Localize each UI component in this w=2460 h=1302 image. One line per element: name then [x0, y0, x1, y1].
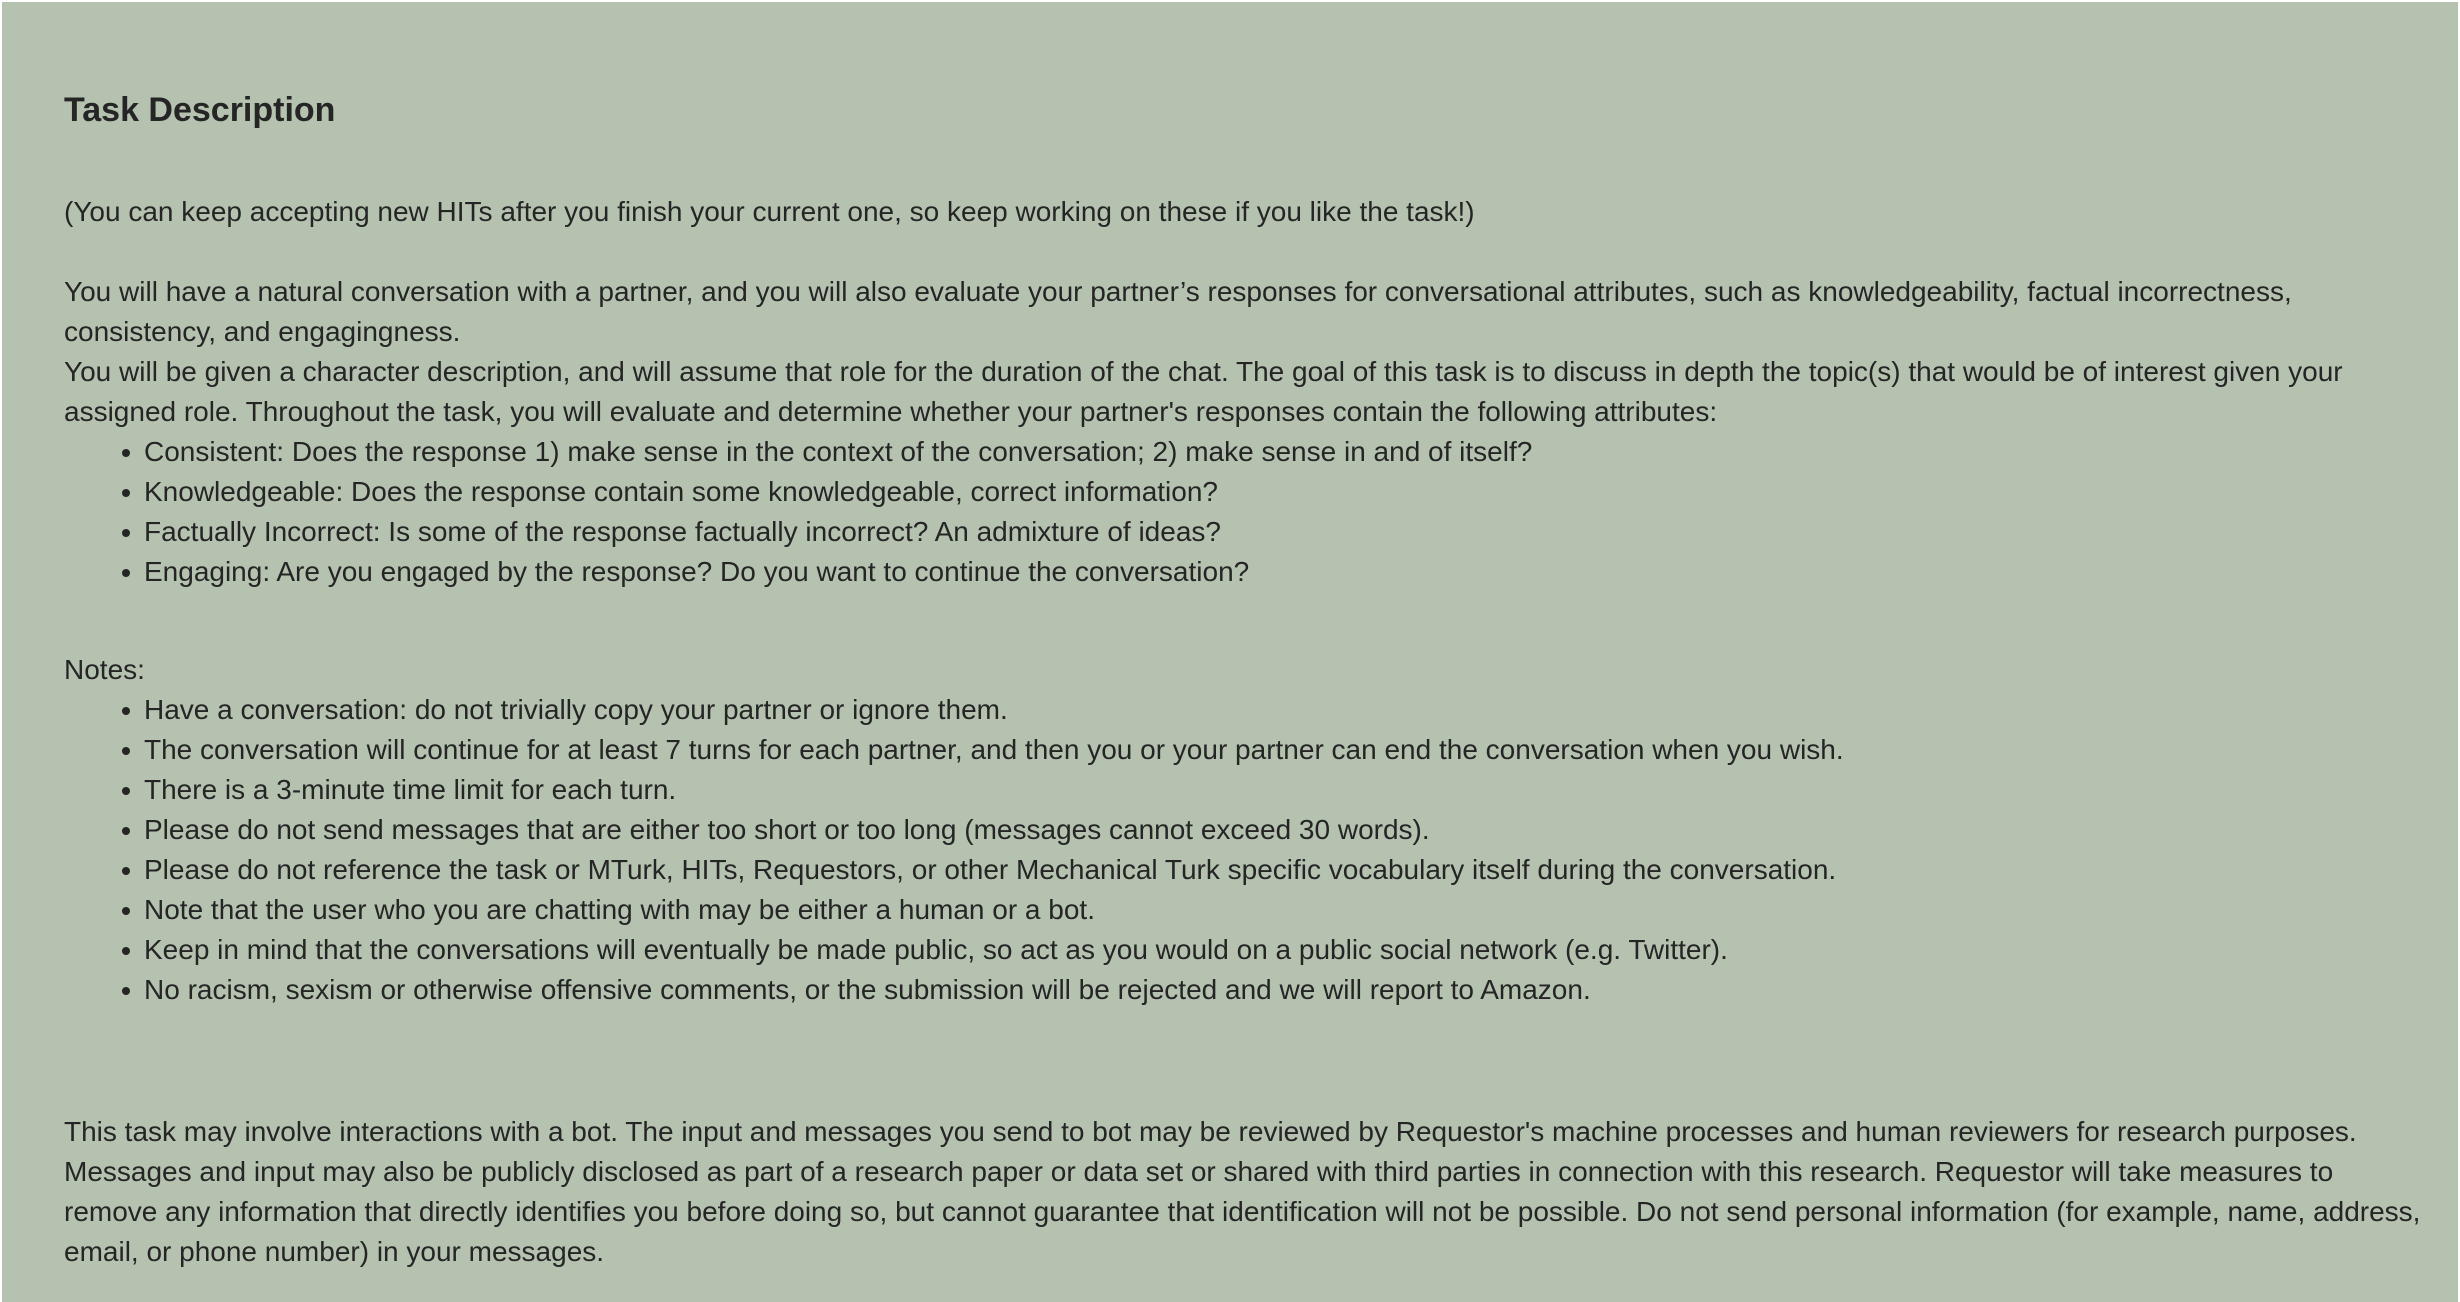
list-item: Consistent: Does the response 1) make sense in the context of the conversation; 2) make sense in and of itself? — [144, 432, 1532, 472]
list-item: Please do not reference the task or MTurk, HITs, Requestors, or other Mechanical Turk specific vocabulary itself during the conversation. — [144, 850, 1844, 890]
list-item: Please do not send messages that are either too short or too long (messages cannot exceed 30 words). — [144, 810, 1844, 850]
list-item: Engaging: Are you engaged by the response? Do you want to continue the conversation? — [144, 552, 1532, 592]
page-title: Task Description — [64, 91, 336, 129]
list-item: Have a conversation: do not trivially copy your partner or ignore them. — [144, 690, 1844, 730]
task-description-panel — [2, 2, 2458, 1302]
description-paragraph-2: You will be given a character description, and will assume that role for the duration of the chat. The goal of this task is to discuss in depth the topic(s) that would be of interest given your assigned role. Throughout the task, you will evaluate and determine whether your partner's responses contain the following attributes: — [64, 356, 2343, 427]
list-item: Note that the user who you are chatting with may be either a human or a bot. — [144, 890, 1844, 930]
list-item: The conversation will continue for at least 7 turns for each partner, and then you or your partner can end the conversation when you wish. — [144, 730, 1844, 770]
attributes-list — [64, 432, 1532, 592]
notes-label: Notes: — [64, 654, 145, 685]
list-item: There is a 3-minute time limit for each turn. — [144, 770, 1844, 810]
list-item: Knowledgeable: Does the response contain some knowledgeable, correct information? — [144, 472, 1532, 512]
list-item: Factually Incorrect: Is some of the response factually incorrect? An admixture of ideas? — [144, 512, 1532, 552]
list-item: Keep in mind that the conversations will eventually be made public, so act as you would on a public social network (e.g. Twitter). — [144, 930, 1844, 970]
description-paragraph-1: You will have a natural conversation with a partner, and you will also evaluate your partner’s responses for conversational attributes, such as knowledgeability, factual incorrectness, consistency, and engagingness. — [64, 276, 2292, 347]
disclaimer-paragraph: This task may involve interactions with a bot. The input and messages you send to bot may be reviewed by Requestor's machine processes and human reviewers for research purposes. Messages and input may also be publicly disclosed as part of a research paper or data set or shared with third parties in connection with this research. Requestor will take measures to remove any information that directly identifies you before doing so, but cannot guarantee that identification will not be possible. Do not send personal information (for example, name, address, email, or phone number) in your messages. — [64, 1116, 2421, 1267]
notes-list — [64, 690, 1844, 1010]
list-item: No racism, sexism or otherwise offensive comments, or the submission will be rejected and we will report to Amazon. — [144, 970, 1844, 1010]
intro-note: (You can keep accepting new HITs after you finish your current one, so keep working on these if you like the task!) — [64, 196, 1475, 227]
